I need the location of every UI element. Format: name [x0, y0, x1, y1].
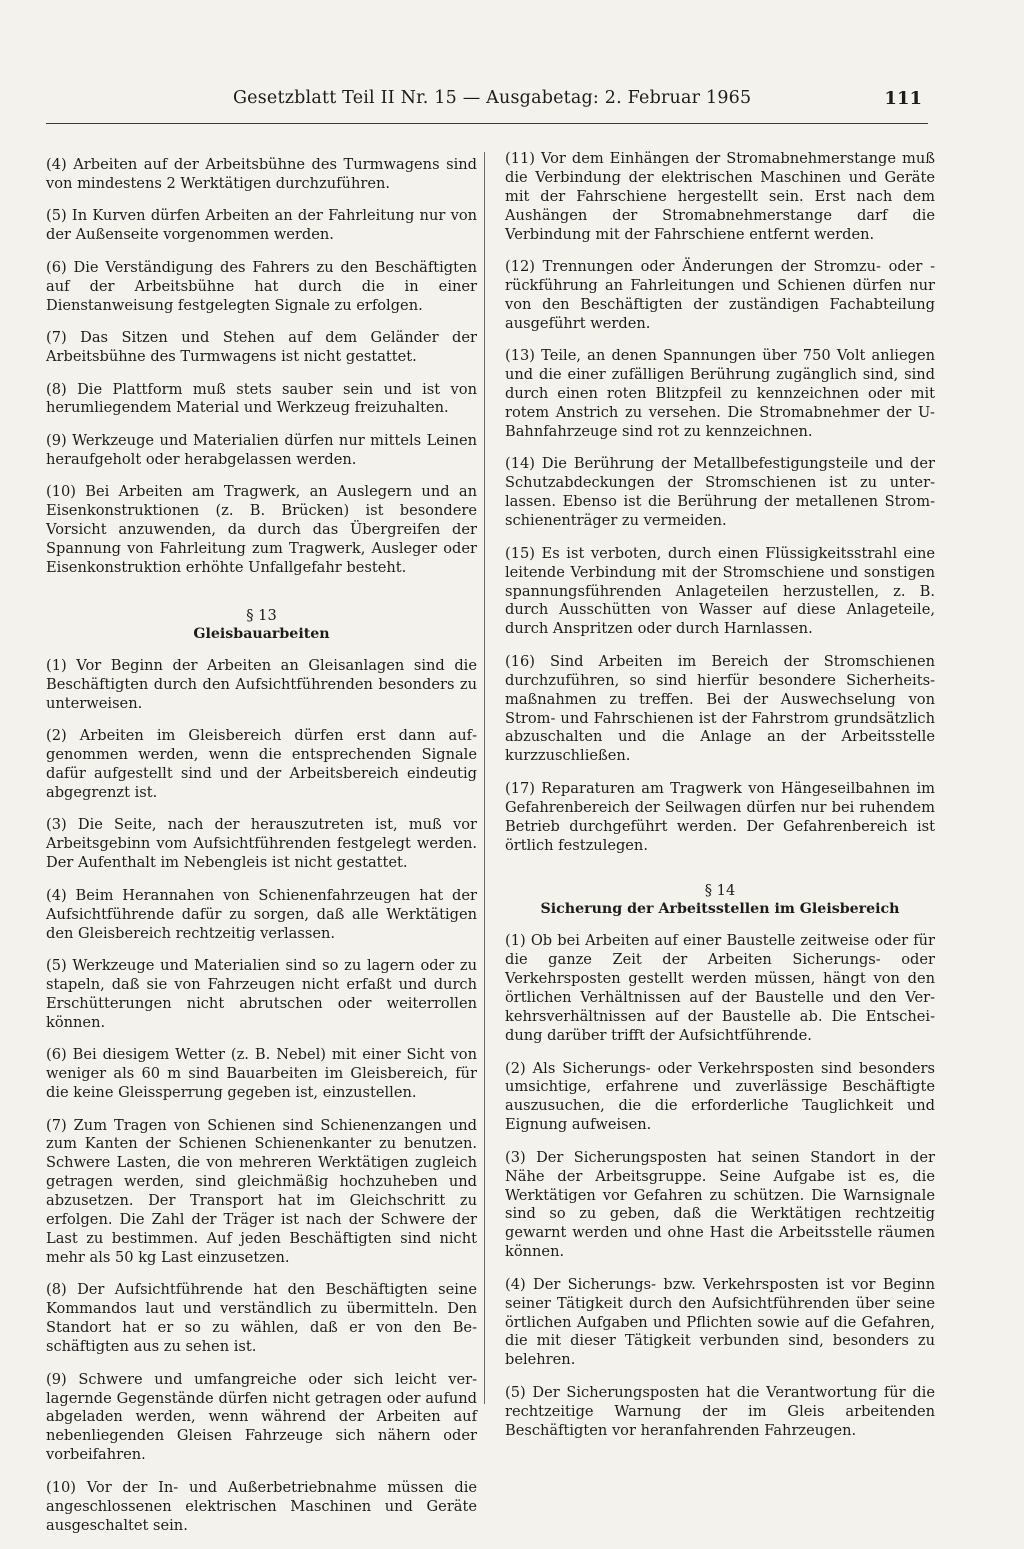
left-column [46, 156, 477, 1549]
paragraph: (5) Der Sicherungsposten hat die Verantwortung für die rechtzeitige Warnung der im Gleis arbeitenden Beschäftigten vor heranfahrenden Fahrzeugen. [505, 1383, 935, 1439]
section-symbol: § 14 [704, 882, 736, 900]
header-title: Gesetzblatt Teil II Nr. 15 — Ausgabetag: 2. Februar 1965 [233, 88, 752, 108]
paragraph: (2) Als Sicherungs- oder Verkehrsposten sind besonders umsichtige, erfahrene und zuverlässige Beschäftigte auszusuchen, die die erforderliche Tauglichkeit und Eignung aufweisen. [505, 1059, 935, 1134]
paragraph: (5) In Kurven dürfen Arbeiten an der Fahrleitung nur von der Außenseite vorgenommen werden. [46, 207, 477, 244]
paragraph: (1) Ob bei Arbeiten auf einer Baustelle zeitweise oder für die ganze Zeit der Arbeiten Sicherungs- oder Verkehrsposten gestellt werden müssen, hängt von den örtlichen Verhältnissen auf der Baustelle und den Verkehrsverhältnissen auf der Baustelle ab. Die Entscheidung darüber trifft der Aufsichtführende. [505, 932, 935, 1044]
paragraph: (8) Die Plattform muß stets sauber sein und ist von herumliegendem Material und Werkzeug freizuhalten. [46, 380, 477, 417]
section-title: Sicherung der Arbeitsstellen im Gleisbereich [540, 901, 900, 918]
paragraph: (16) Sind Arbeiten im Bereich der Stromschienen durchzuführen, so sind hierfür besondere Sicherheitsmaßnahmen zu treffen. Bei der Auswechselung von Strom- und Fahrschienen ist der Fahrstrom grundsätzlich abzuschalten und die Anlage an der Arbeitsstelle kurzzuschließen. [505, 652, 935, 765]
section-symbol: § 13 [246, 606, 277, 624]
paragraph: (11) Vor dem Einhängen der Stromabnehmerstange muß die Verbindung der elektrischen Maschinen und Geräte mit der Fahrschiene hergestellt sein. Erst nach dem Aushängen der Stromabnehmerstange darf die Verbindung mit der Fahrschiene entfernt werden. [505, 150, 935, 243]
paragraph: (10) Bei Arbeiten am Tragwerk, an Auslegern und an Eisenkonstruktionen (z. B. Brücken) ist besondere Vorsicht anzuwenden, da durch das Übergreifen der Spannung von Fahrleitung zum Tragwerk, Ausleger oder Eisenkonstruktion erhöhte Unfallgefahr besteht. [46, 483, 477, 576]
right-column [505, 150, 935, 1454]
section-heading [505, 881, 935, 919]
paragraph: (8) Der Aufsichtführende hat den Beschäftigten seine Kommandos laut und verständlich zu übermitteln. Den Standort hat er so zu wählen, daß er von den Beschäftigten aus zu sehen ist. [46, 1281, 477, 1356]
paragraph: (4) Arbeiten auf der Arbeitsbühne des Turmwagens sind von mindestens 2 Werktätigen durchzuführen. [46, 156, 477, 192]
page-number: 111 [884, 88, 922, 109]
paragraph: (17) Reparaturen am Tragwerk von Hängeseilbahnen im Gefahrenbereich der Seilwagen dürfen nur bei ruhendem Betrieb durchgeführt werden. Der Gefahrenbereich ist örtlich festzulegen. [505, 779, 935, 854]
column-divider [484, 152, 485, 1404]
paragraph: (5) Werkzeuge und Materialien sind so zu lagern oder zu stapeln, daß sie von Fahrzeugen nicht erfaßt und durch Erschütterungen nicht abrutschen oder weiterrollen können. [46, 957, 477, 1031]
paragraph: (13) Teile, an denen Spannungen über 750 Volt anliegen und die einer zufälligen Berührung zugänglich sind, sind durch einen roten Blitzpfeil zu kennzeichnen oder mit rotem Anstrich zu versehen. Die Stromabnehmer der U-Bahnfahrzeuge sind rot zu kennzeichnen. [505, 347, 935, 440]
paragraph: (14) Die Berührung der Metallbefestigungsteile und der Schutzabdeckungen der Stromschienen ist zu unterlassen. Ebenso ist die Berührung der metallenen Stromschienenträger zu vermeiden. [505, 455, 935, 530]
paragraph: (7) Zum Tragen von Schienen sind Schienenzangen und zum Kanten der Schienen Schienenkanter zu benutzen. Schwere Lasten, die von mehreren Werktätigen zugleich getragen werden, sind gleichmäßig hochzuheben und abzusetzen. Der Transport hat im Gleichschritt zu erfolgen. Die Zahl der Träger ist nach der Schwere der Last zu bestimmen. Auf jeden Beschäftigten sind nicht mehr als 50 kg Last einzusetzen. [46, 1116, 477, 1266]
paragraph: (15) Es ist verboten, durch einen Flüssigkeitsstrahl eine leitende Verbindung mit der Stromschiene und sonstigen spannungsführenden Anlageteilen herzustellen, z. B. durch Ausschütten von Wasser auf diese Anlageteile, durch Anspritzen oder durch Harnlassen. [505, 544, 935, 638]
paragraph: (7) Das Sitzen und Stehen auf dem Geländer der Arbeitsbühne des Turmwagens ist nicht gestattet. [46, 329, 477, 366]
paragraph: (1) Vor Beginn der Arbeiten an Gleisanlagen sind die Beschäftigten durch den Aufsichtführenden besonders zu unterweisen. [46, 656, 477, 712]
paragraph: (9) Werkzeuge und Materialien dürfen nur mittels Leinen heraufgeholt oder herabgelassen werden. [46, 431, 477, 468]
paragraph: (6) Die Verständigung des Fahrers zu den Beschäftigten auf der Arbeitsbühne hat durch die in einer Dienstanweisung festgelegten Signale zu erfolgen. [46, 258, 477, 314]
paragraph: (3) Die Seite, nach der herauszutreten ist, muß vor Arbeitsgebinn vom Aufsichtführenden festgelegt werden. Der Aufenthalt im Nebengleis ist nicht gestattet. [46, 816, 477, 872]
page-header [50, 88, 930, 118]
paragraph: (4) Beim Herannahen von Schienenfahrzeugen hat der Aufsichtführende dafür zu sorgen, daß alle Werktätigen den Gleisbereich rechtzeitig verlassen. [46, 886, 477, 942]
paragraph: (3) Der Sicherungsposten hat seinen Standort in der Nähe der Arbeitsgruppe. Seine Aufgabe ist es, die Werktätigen vor Gefahren zu schützen. Die Warnsignale sind so zu geben, daß die Werktätigen rechtzeitig gewarnt werden und ohne Hast die Arbeitsstelle räumen können. [505, 1148, 935, 1261]
paragraph: (6) Bei diesigem Wetter (z. B. Nebel) mit einer Sicht von weniger als 60 m sind Bauarbeiten im Gleisbereich, für die keine Gleissperrung gegeben ist, einzustellen. [46, 1046, 477, 1102]
paragraph: (9) Schwere und umfangreiche oder sich leicht verlagernde Gegenstände dürfen nicht getragen oder aufund abgeladen werden, wenn während der Arbeiten auf nebenliegenden Gleisen Fahrzeuge sich nähern oder vorbeifahren. [46, 1370, 477, 1464]
paragraph: (2) Arbeiten im Gleisbereich dürfen erst dann aufgenommen werden, wenn die entsprechenden Signale dafür aufgestellt sind und der Arbeitsbereich eindeutig abgegrenzt ist. [46, 727, 477, 801]
paragraph: (10) Vor der In- und Außerbetriebnahme müssen die angeschlossenen elektrischen Maschinen und Geräte ausgeschaltet sein. [46, 1478, 477, 1534]
paragraph: (4) Der Sicherungs- bzw. Verkehrsposten ist vor Beginn seiner Tätigkeit durch den Aufsichtführenden über seine örtlichen Aufgaben und Pflichten sowie auf die Gefahren, die mit dieser Tätigkeit verbunden sind, besonders zu belehren. [505, 1275, 935, 1369]
header-rule [46, 123, 928, 124]
paragraph: (12) Trennungen oder Änderungen der Stromzu- oder -rückführung an Fahrleitungen und Schienen dürfen nur von den Beschäftigten der zuständigen Fachabteilung ausgeführt werden. [505, 258, 935, 332]
section-heading [46, 606, 477, 644]
section-title: Gleisbauarbeiten [193, 625, 330, 642]
